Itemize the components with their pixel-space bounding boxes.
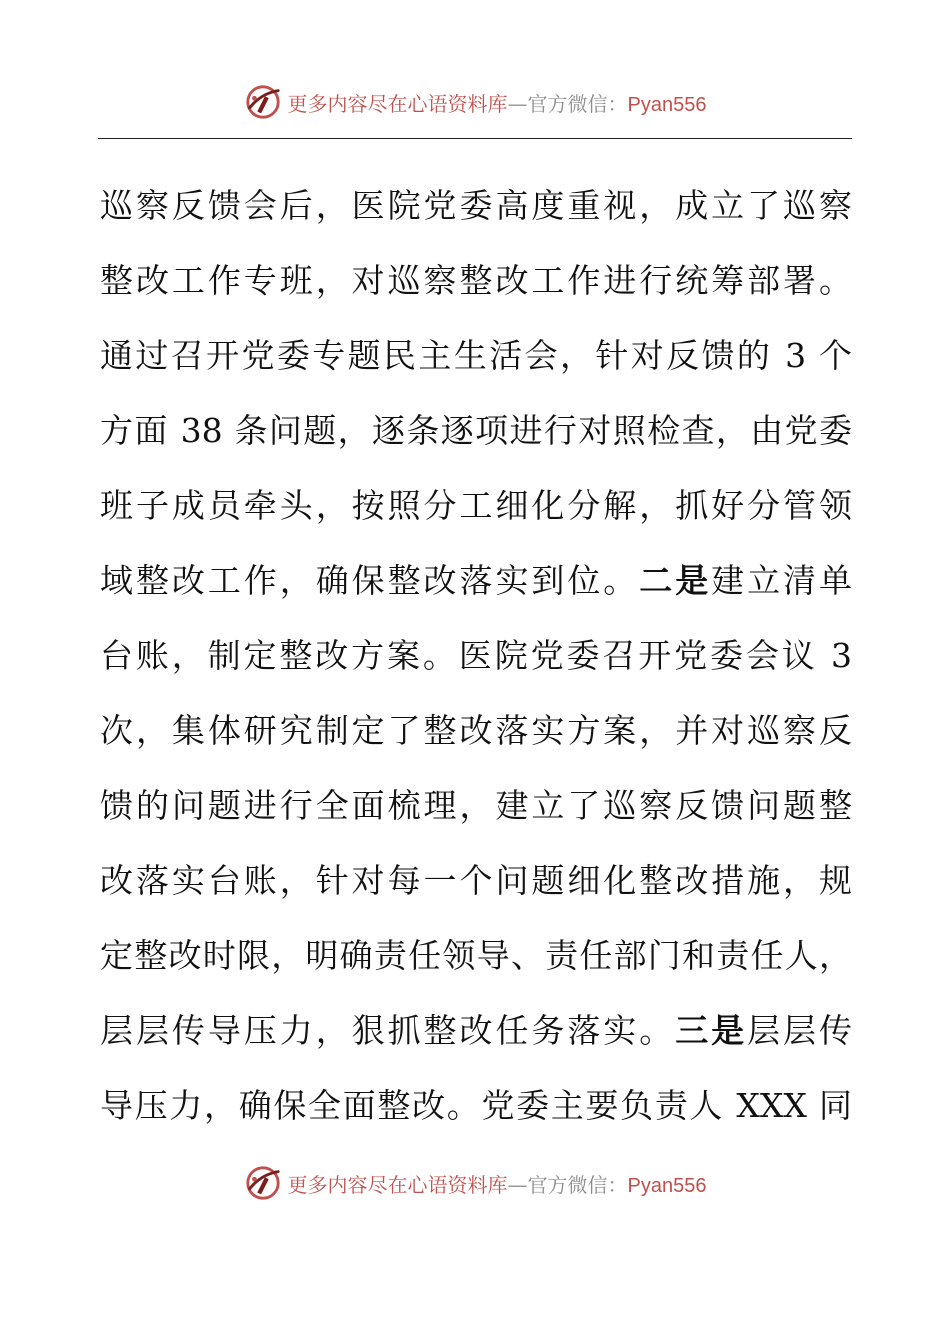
header-dash: — <box>507 91 528 116</box>
text-line <box>100 843 852 918</box>
header-divider <box>98 138 852 139</box>
footer-banner <box>0 1163 950 1203</box>
text-line <box>100 993 852 1068</box>
text-line <box>100 918 852 993</box>
text-line-content: 域整改工作，确保整改落实到位。 <box>100 561 640 600</box>
text-line-content: 整改工作专班，对巡察整改工作进行统筹部署。 <box>100 261 852 300</box>
header-wechat-id: Pyan556 <box>627 93 707 116</box>
text-line-content: 导压力，确保全面整改。党委主要负责人 XXX 同 <box>100 1086 852 1125</box>
header-wechat-label: 官方微信： <box>527 91 628 116</box>
text-line <box>100 768 852 843</box>
text-line <box>100 318 852 393</box>
text-line-content: 方面 38 条问题，逐条逐项进行对照检查，由党委 <box>100 411 852 450</box>
bold-marker-three: 三是 <box>675 1011 748 1050</box>
document-body <box>100 168 852 1143</box>
header-site-name: 更多内容尽在心语资料库 <box>287 91 508 116</box>
header-banner <box>0 82 950 122</box>
text-line-content: 改落实台账，针对每一个问题细化整改措施，规 <box>100 861 852 900</box>
text-line-content: 建立清单 <box>711 561 853 600</box>
text-line <box>100 1068 852 1143</box>
text-line-content: 层层传 <box>747 1011 853 1050</box>
text-line <box>100 243 852 318</box>
text-line <box>100 618 852 693</box>
text-line <box>100 393 852 468</box>
text-line-content: 巡察反馈会后，医院党委高度重视，成立了巡察 <box>100 186 852 225</box>
text-line <box>100 468 852 543</box>
text-line-content: 台账，制定整改方案。医院党委召开党委会议 3 <box>100 636 852 675</box>
text-line-content: 班子成员牵头，按照分工细化分解，抓好分管领 <box>100 486 852 525</box>
text-line-content: 次，集体研究制定了整改落实方案，并对巡察反 <box>100 711 852 750</box>
text-line <box>100 693 852 768</box>
footer-wechat-id: Pyan556 <box>627 1174 707 1197</box>
text-line-content: 馈的问题进行全面梳理，建立了巡察反馈问题整 <box>100 786 852 825</box>
pen-swirl-logo-icon <box>244 83 282 121</box>
footer-site-text <box>288 1169 707 1198</box>
text-line <box>100 543 852 618</box>
footer-dash: — <box>507 1172 528 1197</box>
text-line-content: 通过召开党委专题民主生活会，针对反馈的 3 个 <box>100 336 852 375</box>
footer-site-name: 更多内容尽在心语资料库 <box>287 1172 508 1197</box>
footer-wechat-label: 官方微信： <box>527 1172 628 1197</box>
pen-swirl-logo-icon <box>244 1164 282 1202</box>
text-line <box>100 168 852 243</box>
text-line-content: 层层传导压力，狠抓整改任务落实。 <box>100 1011 676 1050</box>
text-line-content: 定整改时限，明确责任领导、责任部门和责任人， <box>100 936 852 975</box>
bold-marker-two: 二是 <box>639 561 712 600</box>
header-site-text <box>288 88 707 117</box>
